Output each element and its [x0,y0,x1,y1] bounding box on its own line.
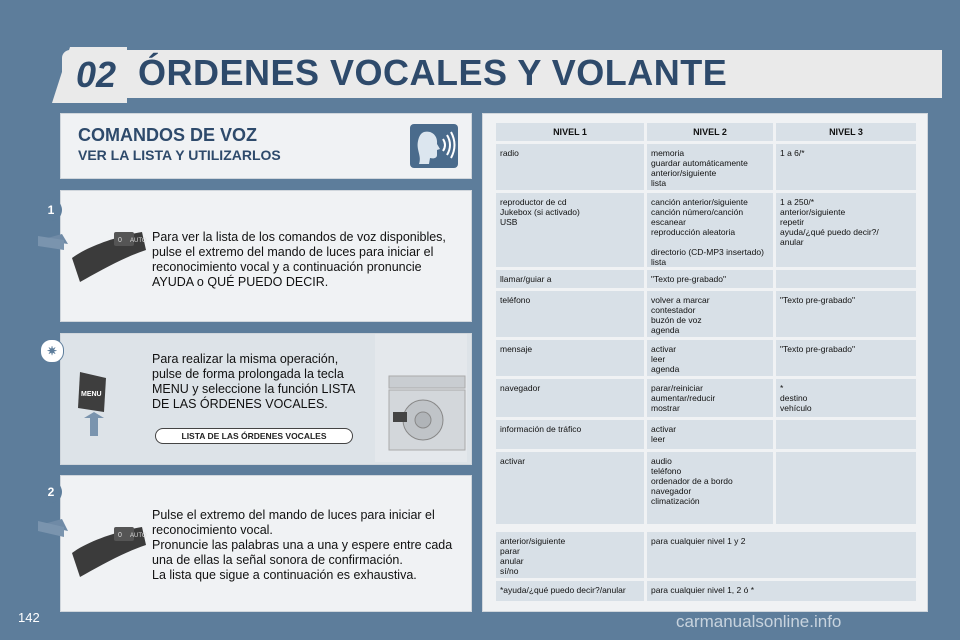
table-cell: para cualquier nivel 1 y 2 [647,532,916,578]
table-cell: audio teléfono ordenador de a bordo navegador climatización [647,452,773,524]
svg-text:0: 0 [118,532,122,539]
table-cell: reproductor de cd Jukebox (si activado) USB [496,193,644,267]
table-cell [776,270,916,288]
table-cell: radio [496,144,644,190]
control-panel-icon [375,334,467,462]
table-cell: 1 a 6/* [776,144,916,190]
table-cell: memoria guardar automáticamente anterior/siguiente lista [647,144,773,190]
table-cell: canción anterior/siguiente canción número/canción escanear reproducción aleatoria directorio (CD-MP3 insertado) lista [647,193,773,267]
table-cell: para cualquier nivel 1, 2 ó * [647,581,916,601]
light-stalk-icon-2 [38,505,148,585]
table-cell [776,452,916,524]
table-cell: activar [496,452,644,524]
table-header-level-1: NIVEL 1 [496,123,644,141]
table-cell: anterior/siguiente parar anular sí/no [496,532,644,578]
tip-text: Para realizar la misma operación, pulse de forma prolongada la tecla MENU y seleccione la función LISTA DE LAS ÓRDENES VOCALES. [152,352,355,411]
table-cell: "Texto pre-grabado" [776,291,916,337]
table-cell: navegador [496,379,644,417]
table-header-level-2: NIVEL 2 [647,123,773,141]
step-2-badge: 2 [40,481,62,503]
page-number: 142 [18,610,40,625]
table-header-level-3: NIVEL 3 [776,123,916,141]
table-cell: activar leer [647,420,773,449]
svg-text:MENU: MENU [81,391,102,398]
table-cell: 1 a 250/* anterior/siguiente repetir ayuda/¿qué puedo decir?/ anular [776,193,916,267]
table-cell: información de tráfico [496,420,644,449]
light-stalk-icon [38,210,148,290]
watermark: carmanualsonline.info [676,612,842,631]
tip-icon: ✷ [40,339,64,363]
table-cell: activar leer agenda [647,340,773,376]
table-cell: mensaje [496,340,644,376]
table-cell: "Texto pre-grabado" [776,340,916,376]
table-cell: teléfono [496,291,644,337]
table-cell: parar/reiniciar aumentar/reducir mostrar [647,379,773,417]
step-1-badge: 1 [40,199,62,221]
table-cell: *ayuda/¿qué puedo decir?/anular [496,581,644,601]
svg-text:AUTO: AUTO [130,238,147,244]
step-2-text: Pulse el extremo del mando de luces para iniciar el reconocimiento vocal. Pronuncie las palabras una a una y espere entre cada una de ellas la señal sonora de confirmación. La lista que sigue a continuación es exhaustiva. [152,508,453,582]
table-cell [776,420,916,449]
table-cell: llamar/guiar a [496,270,644,288]
menu-button-icon [72,368,112,440]
table-cell: volver a marcar contestador buzón de voz agenda [647,291,773,337]
section-subtitle: VER LA LISTA Y UTILIZARLOS [78,147,281,163]
table-cell: * destino vehículo [776,379,916,417]
table-cell: "Texto pre-grabado" [647,270,773,288]
svg-text:0: 0 [118,237,122,244]
voice-head-icon [410,124,458,168]
chapter-number: 02 [76,54,117,95]
voice-list-menu-label: LISTA DE LAS ÓRDENES VOCALES [155,428,353,444]
step-1-text: Para ver la lista de los comandos de voz disponibles, pulse el extremo del mando de luces para iniciar el reconocimiento vocal y a continuación pronuncie AYUDA o QUÉ PUEDO DECIR. [152,230,446,289]
svg-text:AUTO: AUTO [130,533,147,539]
section-title: COMANDOS DE VOZ [78,125,258,145]
page-title: ÓRDENES VOCALES Y VOLANTE [138,52,728,93]
